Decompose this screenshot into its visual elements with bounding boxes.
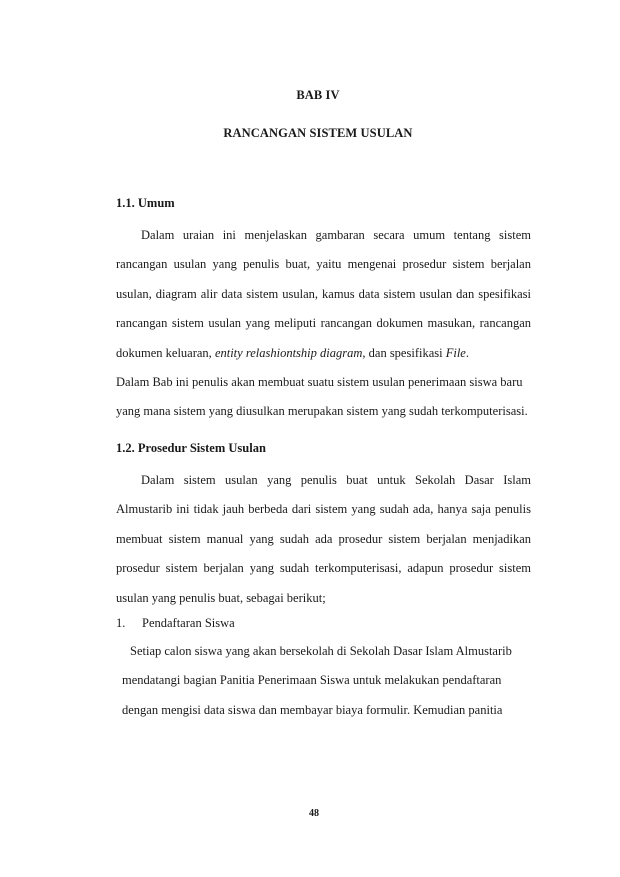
paragraph-umum-2: Dalam Bab ini penulis akan membuat suatu sistem usulan penerimaan siswa baru yang mana sistem yang diusulkan merupakan sistem yang sudah terkomputerisasi. <box>116 375 528 419</box>
paragraph-umum-1 <box>116 221 531 368</box>
list-title: Pendaftaran Siswa <box>142 616 235 630</box>
italic-term-file: File <box>445 345 466 360</box>
paragraph-text: . <box>465 345 469 360</box>
chapter-title: RANCANGAN SISTEM USULAN <box>223 126 413 140</box>
list-body-line: dengan mengisi data siswa dan membayar biaya formulir. Kemudian panitia <box>122 702 503 717</box>
list-item-body <box>122 637 530 725</box>
paragraph-prosedur-1: Dalam sistem usulan yang penulis buat untuk Sekolah Dasar Islam Almustarib ini tidak jauh berbeda dari sistem yang sudah ada, hanya saja penulis membuat sistem manual yang sudah ada prosedur sistem berjalan menjadikan prosedur sistem berjalan yang sudah terkomputerisasi, adapun prosedur sistem usulan yang penulis buat, sebagai berikut; <box>116 473 531 605</box>
list-number: 1. <box>116 616 126 630</box>
list-body-line: Setiap calon siswa yang akan bersekolah di Sekolah Dasar Islam Almustarib <box>130 644 512 658</box>
paragraph-text: , dan spesifikasi <box>362 345 446 360</box>
chapter-label: BAB IV <box>296 88 340 102</box>
section-heading-prosedur: 1.2. Prosedur Sistem Usulan <box>116 441 266 455</box>
list-item <box>116 613 235 633</box>
page-number: 48 <box>309 808 319 819</box>
list-body-line: mendatangi bagian Panitia Penerimaan Siswa untuk melakukan pendaftaran <box>122 673 502 688</box>
section-heading-umum: 1.1. Umum <box>116 196 175 210</box>
paragraph-text: Dalam uraian ini menjelaskan gambaran secara umum tentang sistem rancangan usulan yang penulis buat, yaitu mengenai prosedur sistem berjalan usulan, diagram alir data sistem usulan, kamus data sistem usulan dan spesifikasi rancangan sistem usulan yang meliputi rancangan dokumen masukan, rancangan dokumen keluaran, <box>116 228 531 360</box>
italic-term-erd: entity relashiontship diagram <box>214 345 363 360</box>
